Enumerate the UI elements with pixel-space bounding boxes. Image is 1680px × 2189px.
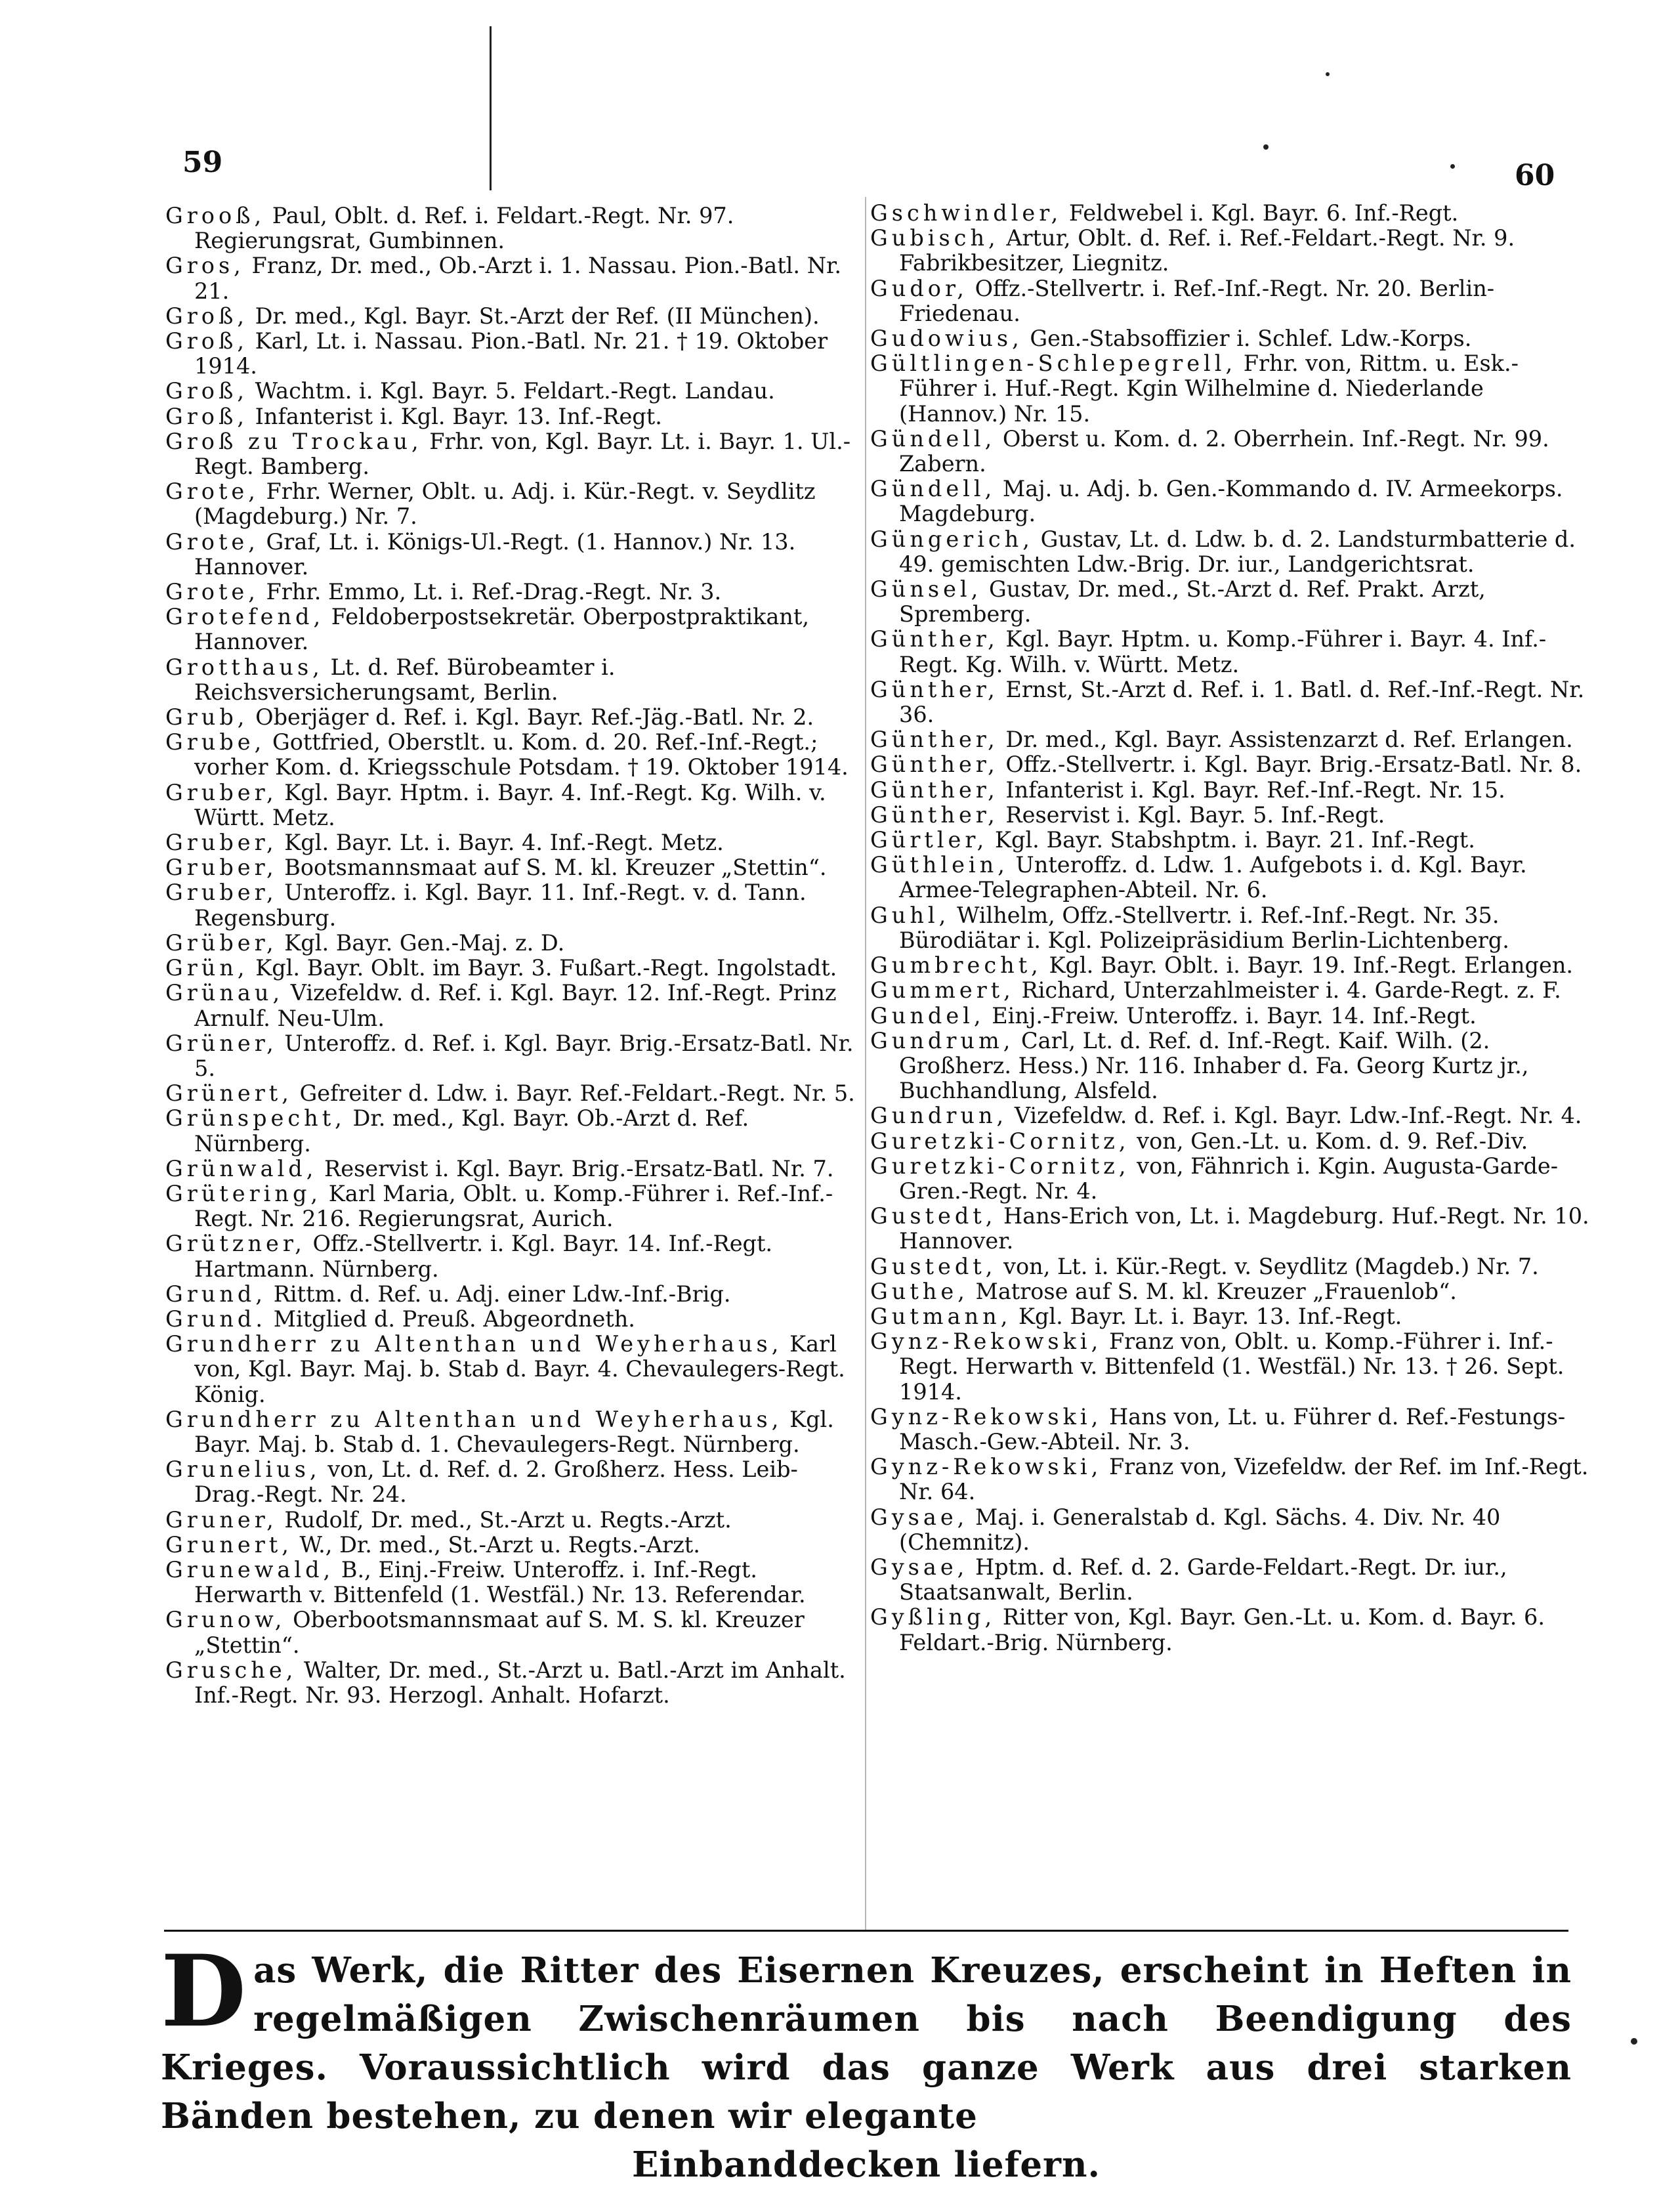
entry-details: Einj.-Freiw. Unteroffz. i. Bayr. 14. Inf.-Regt.	[992, 1002, 1477, 1029]
register-entry	[870, 778, 1592, 803]
register-entry	[870, 577, 1592, 627]
entry-details: Frhr. von, Rittm. u. Esk.-Führer i. Huf.-Regt. Kgin Wilhelmine d. Niederlande (Hannov.) Nr. 15.	[899, 351, 1519, 427]
register-entry	[870, 1154, 1592, 1204]
register-entry	[165, 780, 868, 830]
register-entry	[165, 655, 868, 705]
register-entry	[870, 953, 1592, 978]
entry-details: Bootsmannsmaat auf S. M. kl. Kreuzer „Stettin“.	[284, 855, 827, 881]
entry-details: Graf, Lt. i. Königs-Ul.-Regt. (1. Hannov.) Nr. 13. Hannover.	[194, 528, 796, 580]
entry-details: Gustav, Dr. med., St.-Arzt d. Ref. Prakt. Arzt, Spremberg.	[899, 576, 1486, 627]
entry-surname: Gundrum,	[870, 1027, 1015, 1053]
entry-details: Rudolf, Dr. med., St.-Arzt u. Regts.-Arzt.	[284, 1506, 732, 1533]
entry-surname: Grütering,	[165, 1180, 322, 1206]
entry-surname: Günther,	[870, 676, 999, 702]
scan-speck	[1263, 144, 1269, 150]
entry-surname: Guretzki-Cornitz,	[870, 1153, 1130, 1179]
entry-details: Offz.-Stellvertr. i. Kgl. Bayr. 14. Inf.-Regt. Hartmann. Nürnberg.	[194, 1231, 773, 1282]
entry-details: Franz von, Oblt. u. Komp.-Führer i. Inf.-Regt. Herwarth v. Bittenfeld (1. Westfäl.) Nr. 13. † 26. Sept. 1914.	[899, 1328, 1564, 1405]
page-number-right: 60	[1515, 159, 1555, 192]
entry-surname: Grünau,	[165, 980, 284, 1006]
entry-surname: Gros,	[165, 253, 245, 279]
entry-surname: Gumbrecht,	[870, 952, 1042, 979]
register-entry	[870, 727, 1592, 752]
entry-details: Gustav, Lt. d. Ldw. b. d. 2. Landsturmbatterie d. 49. gemischten Ldw.-Brig. Dr. iur., Landgerichtsrat.	[899, 526, 1576, 577]
register-entry	[870, 903, 1592, 953]
entry-surname: Groß,	[165, 378, 248, 404]
register-entry	[870, 828, 1592, 853]
entry-surname: Grundherr zu Altenthan und Weyherhaus,	[165, 1331, 783, 1357]
entry-surname: Grünspecht,	[165, 1105, 346, 1132]
entry-details: Frhr. von, Kgl. Bayr. Lt. i. Bayr. 1. Ul.-Regt. Bamberg.	[194, 428, 851, 480]
register-entry	[870, 1103, 1592, 1128]
register-entry	[165, 429, 868, 479]
entry-details: Unteroffz. d. Ldw. 1. Aufgebots i. d. Kgl. Bayr. Armee-Telegraphen-Abteil. Nr. 6.	[899, 852, 1527, 903]
entry-details: Feldoberpostsekretär. Oberpostpraktikant, Hannover.	[194, 604, 809, 655]
entry-surname: Güngerich,	[870, 526, 1034, 552]
scan-speck	[1450, 164, 1455, 169]
entry-surname: Grube,	[165, 729, 266, 755]
entry-details: Karl Maria, Oblt. u. Komp.-Führer i. Ref.-Inf.-Regt. Nr. 216. Regierungsrat, Aurich.	[194, 1180, 833, 1232]
register-entry	[165, 705, 868, 730]
entry-surname: Günther,	[870, 727, 999, 753]
register-entry	[165, 1658, 868, 1708]
entry-details: Kgl. Bayr. Lt. i. Bayr. 13. Inf.-Regt.	[1018, 1303, 1402, 1329]
register-entry	[165, 530, 868, 580]
register-entry	[870, 326, 1592, 351]
entry-details: Hans von, Lt. u. Führer d. Ref.-Festungs-Masch.-Gew.-Abteil. Nr. 3.	[899, 1403, 1566, 1455]
register-entry	[165, 931, 868, 956]
register-entry	[870, 527, 1592, 577]
entry-details: Frhr. Emmo, Lt. i. Ref.-Drag.-Regt. Nr. 3.	[266, 579, 722, 605]
entry-details: Richard, Unterzahlmeister i. 4. Garde-Regt. z. F.	[1021, 977, 1561, 1004]
entry-details: Rittm. d. Ref. u. Adj. einer Ldw.-Inf.-Brig.	[273, 1281, 731, 1307]
entry-details: Infanterist i. Kgl. Bayr. Ref.-Inf.-Regt. Nr. 15.	[1005, 776, 1505, 803]
entry-details: Paul, Oblt. d. Ref. i. Feldart.-Regt. Nr. 97. Regierungsrat, Gumbinnen.	[194, 203, 734, 254]
register-entry	[165, 404, 868, 429]
entry-details: Walter, Dr. med., St.-Arzt u. Batl.-Arzt im Anhalt. Inf.-Regt. Nr. 93. Herzogl. Anhalt. Hofarzt.	[194, 1657, 846, 1708]
entry-details: Kgl. Bayr. Hptm. u. Komp.-Führer i. Bayr. 4. Inf.-Regt. Kg. Wilh. v. Württ. Metz.	[899, 626, 1547, 677]
entry-surname: Grünert,	[165, 1080, 293, 1107]
entry-surname: Gruner,	[165, 1506, 278, 1533]
register-entry	[165, 479, 868, 529]
register-entry	[165, 880, 868, 930]
scan-speck	[1631, 2038, 1637, 2045]
entry-surname: Gundrun,	[870, 1103, 1008, 1129]
entry-details: Unteroffz. d. Ref. i. Kgl. Bayr. Brig.-Ersatz-Batl. Nr. 5.	[194, 1030, 854, 1081]
entry-surname: Groß,	[165, 328, 248, 354]
entry-surname: Grüber,	[165, 929, 278, 956]
entry-details: Hans-Erich von, Lt. i. Magdeburg. Huf.-Regt. Nr. 10. Hannover.	[899, 1203, 1589, 1254]
entry-surname: Gustedt,	[870, 1203, 997, 1229]
entry-details: Kgl. Bayr. Hptm. i. Bayr. 4. Inf.-Regt. Kg. Wilh. v. Württ. Metz.	[194, 779, 826, 830]
entry-surname: Groß zu Trockau,	[165, 428, 423, 454]
register-entry	[870, 1004, 1592, 1029]
register-entry	[165, 1607, 868, 1657]
entry-details: Karl von, Kgl. Bayr. Maj. b. Stab d. Bayr. 4. Chevaulegers-Regt. König.	[194, 1331, 845, 1407]
entry-surname: Groß,	[165, 403, 248, 429]
entry-surname: Günsel,	[870, 576, 982, 603]
entry-surname: Gynz-Rekowski,	[870, 1403, 1102, 1430]
entry-details: von, Lt. d. Ref. d. 2. Großherz. Hess. Leib-Drag.-Regt. Nr. 24.	[194, 1456, 798, 1508]
register-entry	[870, 803, 1592, 828]
register-entry	[165, 1558, 868, 1607]
entry-surname: Grundherr zu Altenthan und Weyherhaus,	[165, 1406, 783, 1432]
entry-details: Karl, Lt. i. Nassau. Pion.-Batl. Nr. 21. † 19. Oktober 1914.	[194, 328, 828, 379]
entry-surname: Gruber,	[165, 830, 278, 856]
register-entry	[165, 730, 868, 780]
entry-details: Kgl. Bayr. Oblt. im Bayr. 3. Fußart.-Regt. Ingolstadt.	[255, 955, 837, 981]
register-entry	[870, 1455, 1592, 1504]
entry-surname: Gültlingen-Schlepegrell,	[870, 351, 1237, 377]
register-entry	[870, 201, 1592, 226]
register-entry	[165, 830, 868, 855]
register-entry	[165, 580, 868, 605]
scan-speck	[1326, 72, 1330, 76]
register-entry	[165, 956, 868, 981]
register-entry	[165, 855, 868, 880]
entry-surname: Grün,	[165, 955, 249, 981]
register-entry	[870, 1129, 1592, 1154]
entry-surname: Gruber,	[165, 880, 278, 906]
register-entry	[870, 1405, 1592, 1455]
entry-details: Hptm. d. Ref. d. 2. Garde-Feldart.-Regt. Dr. iur., Staatsanwalt, Berlin.	[899, 1554, 1507, 1605]
register-entry	[165, 1081, 868, 1106]
notice-body: as Werk, die Ritter des Eisernen Kreuzes, erscheint in Heften in regelmäßigen Zwischenräumen bis nach Beendigung des Krieges. Voraussichtlich wird das ganze Werk aus drei starken Bänden bestehen, zu denen wir elegante	[161, 1950, 1572, 2136]
register-entry	[165, 253, 868, 303]
entry-details: Matrose auf S. M. kl. Kreuzer „Frauenlob“.	[975, 1278, 1457, 1304]
register-entry	[165, 304, 868, 329]
entry-details: von, Gen.-Lt. u. Kom. d. 9. Ref.-Div.	[1137, 1128, 1528, 1154]
entry-details: Vizefeldw. d. Ref. i. Kgl. Bayr. Ldw.-Inf.-Regt. Nr. 4.	[1014, 1103, 1582, 1129]
entry-surname: Gysae,	[870, 1504, 969, 1530]
entry-surname: Grunert,	[165, 1531, 293, 1558]
entry-surname: Gutmann,	[870, 1303, 1012, 1329]
register-entry	[165, 1457, 868, 1507]
register-entry	[165, 1307, 868, 1332]
entry-surname: Grünwald,	[165, 1155, 318, 1181]
entry-surname: Groß,	[165, 303, 248, 329]
entry-surname: Gündell,	[870, 425, 996, 452]
entry-surname: Grote,	[165, 528, 259, 555]
entry-surname: Gyßling,	[870, 1604, 996, 1630]
entry-surname: Gudor,	[870, 275, 968, 301]
entry-details: Oberjäger d. Ref. i. Kgl. Bayr. Ref.-Jäg.-Batl. Nr. 2.	[255, 704, 814, 731]
entry-details: Feldwebel i. Kgl. Bayr. 6. Inf.-Regt.	[1068, 200, 1459, 226]
entry-details: Oberst u. Kom. d. 2. Oberrhein. Inf.-Regt. Nr. 99. Zabern.	[899, 425, 1549, 477]
footer-rule	[164, 1930, 1568, 1932]
register-entry	[165, 1282, 868, 1307]
register-entry	[165, 329, 868, 379]
entry-details: Franz von, Vizefeldw. der Ref. im Inf.-Regt. Nr. 64.	[899, 1454, 1589, 1505]
entry-surname: Günther,	[870, 752, 999, 778]
entry-details: Ritter von, Kgl. Bayr. Gen.-Lt. u. Kom. d. Bayr. 6. Feldart.-Brig. Nürnberg.	[899, 1604, 1545, 1655]
entry-surname: Gustedt,	[870, 1253, 997, 1279]
entry-details: Kgl. Bayr. Maj. b. Stab d. 1. Chevaulegers-Regt. Nürnberg.	[194, 1406, 834, 1457]
entry-details: B., Einj.-Freiw. Unteroffz. i. Inf.-Regt. Herwarth v. Bittenfeld (1. Westfäl.) Nr. 13. Referendar.	[194, 1556, 806, 1608]
entry-surname: Guthe,	[870, 1278, 969, 1304]
register-entry	[870, 1279, 1592, 1304]
entry-surname: Grunelius,	[165, 1456, 321, 1483]
entry-surname: Guhl,	[870, 902, 950, 928]
entry-details: Offz.-Stellvertr. i. Kgl. Bayr. Brig.-Ersatz-Batl. Nr. 8.	[1005, 752, 1582, 778]
entry-surname: Grub,	[165, 704, 249, 731]
register-entry	[165, 1231, 868, 1281]
entry-surname: Guretzki-Cornitz,	[870, 1128, 1130, 1154]
entry-details: Reservist i. Kgl. Bayr. Brig.-Ersatz-Batl. Nr. 7.	[324, 1155, 834, 1181]
left-column	[165, 203, 868, 1708]
register-entry	[870, 677, 1592, 727]
entry-details: Carl, Lt. d. Ref. d. Inf.-Regt. Kaif. Wilh. (2. Großherz. Hess.) Nr. 116. Inhaber d. Fa. Georg Kurtz jr., Buchhandlung, Alsfeld.	[899, 1027, 1529, 1104]
entry-details: Ernst, St.-Arzt d. Ref. i. 1. Batl. d. Ref.-Inf.-Regt. Nr. 36.	[899, 676, 1585, 728]
entry-surname: Grusche,	[165, 1657, 297, 1683]
register-entry	[870, 1329, 1592, 1405]
entry-details: Maj. i. Generalstab d. Kgl. Sächs. 4. Div. Nr. 40 (Chemnitz).	[899, 1504, 1501, 1555]
entry-surname: Grote,	[165, 478, 259, 505]
register-entry	[870, 1605, 1592, 1655]
publisher-notice	[161, 1934, 1572, 2189]
entry-details: Mitglied d. Preuß. Abgeordneth.	[273, 1306, 635, 1332]
entry-surname: Gubisch,	[870, 225, 999, 251]
register-entry	[165, 1533, 868, 1558]
register-entry	[165, 379, 868, 404]
entry-details: Kgl. Bayr. Oblt. i. Bayr. 19. Inf.-Regt. Erlangen.	[1049, 952, 1574, 979]
entry-details: Wilhelm, Offz.-Stellvertr. i. Ref.-Inf.-Regt. Nr. 35. Bürodiätar i. Kgl. Polizeipräsidium Berlin-Lichtenberg.	[899, 902, 1509, 953]
entry-details: Kgl. Bayr. Stabshptm. i. Bayr. 21. Inf.-Regt.	[995, 827, 1475, 853]
top-stray-rule	[490, 26, 492, 190]
entry-surname: Grüner,	[165, 1030, 278, 1056]
entry-details: Gefreiter d. Ldw. i. Bayr. Ref.-Feldart.-Regt. Nr. 5.	[299, 1080, 855, 1107]
notice-last-line: Einbanddecken liefern.	[632, 2144, 1101, 2185]
register-entry	[870, 1304, 1592, 1329]
register-entry	[870, 627, 1592, 677]
register-entry	[165, 1181, 868, 1231]
page-number-left: 59	[182, 146, 223, 179]
register-entry	[870, 477, 1592, 526]
entry-surname: Grotefend,	[165, 604, 325, 630]
entry-surname: Gürtler,	[870, 827, 988, 853]
entry-details: Franz, Dr. med., Ob.-Arzt i. 1. Nassau. Pion.-Batl. Nr. 21.	[194, 253, 841, 304]
entry-details: Dr. med., Kgl. Bayr. St.-Arzt der Ref. (II München).	[255, 303, 820, 329]
entry-surname: Gudowius,	[870, 326, 1023, 352]
entry-details: Dr. med., Kgl. Bayr. Assistenzarzt d. Ref. Erlangen.	[1005, 727, 1573, 753]
entry-details: Gen.-Stabsoffizier i. Schlef. Ldw.-Korps.	[1030, 326, 1472, 352]
entry-details: von, Fähnrich i. Kgin. Augusta-Garde-Gren.-Regt. Nr. 4.	[899, 1153, 1559, 1204]
register-entry	[165, 203, 868, 253]
register-entry	[165, 981, 868, 1031]
entry-surname: Gschwindler,	[870, 200, 1062, 226]
register-entry	[870, 276, 1592, 326]
entry-surname: Grützner,	[165, 1231, 306, 1257]
entry-details: Unteroffz. i. Kgl. Bayr. 11. Inf.-Regt. v. d. Tann. Regensburg.	[194, 880, 807, 931]
entry-surname: Gynz-Rekowski,	[870, 1454, 1102, 1480]
entry-details: Vizefeldw. d. Ref. i. Kgl. Bayr. 12. Inf.-Regt. Prinz Arnulf. Neu-Ulm.	[194, 980, 837, 1031]
register-entry	[165, 1157, 868, 1181]
entry-surname: Grotthaus,	[165, 654, 324, 680]
register-entry	[870, 226, 1592, 276]
entry-surname: Grunow,	[165, 1607, 286, 1633]
entry-details: Artur, Oblt. d. Ref. i. Ref.-Feldart.-Regt. Nr. 9. Fabrikbesitzer, Liegnitz.	[899, 225, 1515, 276]
entry-details: Lt. d. Ref. Bürobeamter i. Reichsversicherungsamt, Berlin.	[194, 654, 616, 705]
register-entry	[870, 1505, 1592, 1555]
entry-details: W., Dr. med., St.-Arzt u. Regts.-Arzt.	[299, 1531, 700, 1558]
register-entry	[870, 978, 1592, 1003]
entry-surname: Günther,	[870, 626, 999, 652]
register-entry	[870, 427, 1592, 477]
entry-details: Kgl. Bayr. Gen.-Maj. z. D.	[284, 929, 565, 956]
entry-surname: Gundel,	[870, 1002, 985, 1029]
entry-details: Dr. med., Kgl. Bayr. Ob.-Arzt d. Ref. Nürnberg.	[194, 1105, 749, 1157]
entry-surname: Günther,	[870, 801, 999, 828]
entry-surname: Grunewald,	[165, 1556, 335, 1583]
register-entry	[165, 605, 868, 654]
register-entry	[165, 1332, 868, 1407]
register-entry	[870, 853, 1592, 903]
entry-details: Oberbootsmannsmaat auf S. M. S. kl. Kreuzer „Stettin“.	[194, 1607, 805, 1658]
entry-details: Infanterist i. Kgl. Bayr. 13. Inf.-Regt.	[255, 403, 662, 429]
entry-surname: Güthlein,	[870, 852, 1009, 878]
entry-surname: Gündell,	[870, 476, 996, 502]
entry-details: Gottfried, Oberstlt. u. Kom. d. 20. Ref.-Inf.-Regt.; vorher Kom. d. Kriegsschule Potsdam. † 19. Oktober 1914.	[194, 729, 849, 780]
register-entry	[165, 1508, 868, 1533]
entry-details: von, Lt. i. Kür.-Regt. v. Seydlitz (Magdeb.) Nr. 7.	[1003, 1253, 1539, 1279]
entry-surname: Gysae,	[870, 1554, 969, 1580]
entry-details: Kgl. Bayr. Lt. i. Bayr. 4. Inf.-Regt. Metz.	[284, 830, 724, 856]
entry-surname: Günther,	[870, 776, 999, 803]
register-entry	[870, 752, 1592, 777]
notice-initial: D	[161, 1934, 247, 2049]
entry-surname: Gynz-Rekowski,	[870, 1328, 1102, 1355]
entry-surname: Grote,	[165, 579, 259, 605]
entry-details: Offz.-Stellvertr. i. Ref.-Inf.-Regt. Nr. 20. Berlin-Friedenau.	[899, 275, 1495, 326]
entry-details: Wachtm. i. Kgl. Bayr. 5. Feldart.-Regt. Landau.	[255, 378, 775, 404]
entry-surname: Grooß,	[165, 203, 266, 228]
entry-surname: Grund,	[165, 1281, 267, 1307]
right-column	[870, 201, 1592, 1655]
entry-details: Reservist i. Kgl. Bayr. 5. Inf.-Regt.	[1005, 801, 1385, 828]
register-entry	[165, 1031, 868, 1081]
entry-surname: Gruber,	[165, 779, 278, 805]
entry-surname: Grund.	[165, 1306, 267, 1332]
register-entry	[165, 1407, 868, 1457]
register-entry	[165, 1106, 868, 1156]
register-entry	[870, 351, 1592, 427]
entry-details: Frhr. Werner, Oblt. u. Adj. i. Kür.-Regt. v. Seydlitz (Magdeburg.) Nr. 7.	[194, 478, 816, 530]
entry-surname: Gummert,	[870, 977, 1015, 1004]
register-entry	[870, 1555, 1592, 1605]
entry-details: Maj. u. Adj. b. Gen.-Kommando d. IV. Armeekorps. Magdeburg.	[899, 476, 1563, 527]
register-entry	[870, 1029, 1592, 1104]
register-entry	[870, 1204, 1592, 1254]
entry-surname: Gruber,	[165, 855, 278, 881]
register-entry	[870, 1254, 1592, 1279]
